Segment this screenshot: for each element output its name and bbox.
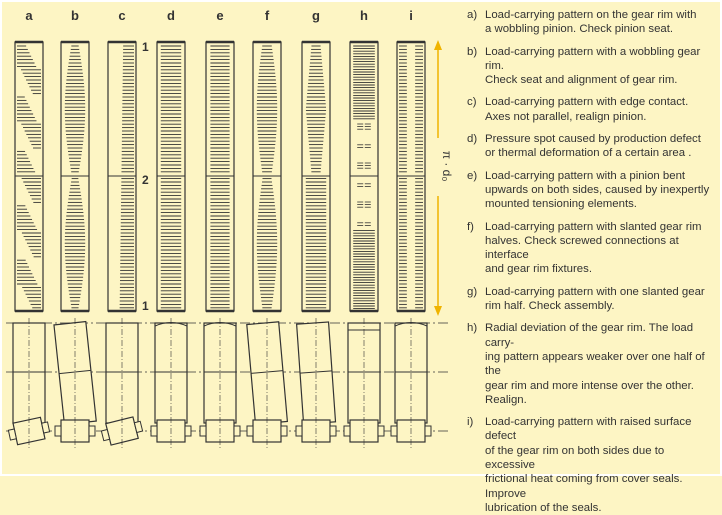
description-key: h)	[467, 322, 478, 335]
pattern-i	[397, 42, 425, 311]
pattern-c	[108, 42, 136, 311]
rim-mark-middle: 2	[142, 173, 149, 187]
pattern-e	[206, 42, 234, 311]
description-line: Load-carrying pattern with one slanted gear	[485, 285, 705, 298]
description-line: Load-carrying pattern with a pinion bent	[485, 169, 686, 182]
description-c	[467, 95, 717, 124]
assembly-a	[7, 318, 51, 448]
description-line: Load-carrying pattern with slanted gear rim	[485, 220, 702, 233]
description-e	[467, 169, 717, 212]
assembly-i	[391, 318, 431, 448]
description-line: and gear rim fixtures.	[485, 263, 592, 276]
description-line: or thermal deformation of a certain area .	[485, 147, 692, 160]
column-label-a: a	[25, 8, 33, 23]
assembly-c	[100, 318, 144, 448]
description-line: of the gear rim on both sides due to excessive	[485, 444, 665, 472]
circumference-label: π · d₀	[440, 150, 454, 182]
description-line: Realign.	[485, 393, 527, 406]
description-line: a wobbling pinion. Check pinion seat.	[485, 23, 674, 36]
description-key: d)	[467, 133, 478, 146]
description-line: Load-carrying pattern on the gear rim with	[485, 9, 697, 21]
assembly-b	[54, 318, 96, 448]
description-line: Axes not parallel, realign pinion.	[485, 110, 647, 123]
assembly-g	[296, 318, 336, 448]
description-line: Load-carrying pattern with a wobbling gear rim.	[485, 45, 701, 72]
description-line: Load-carrying pattern with raised surface defect	[485, 416, 692, 443]
pattern-d	[157, 42, 185, 311]
description-key: e)	[467, 169, 478, 182]
description-list	[467, 8, 717, 515]
description-i	[467, 415, 717, 515]
pattern-b	[61, 42, 89, 311]
description-f	[467, 220, 717, 277]
description-key: b)	[467, 45, 478, 58]
arrow-head-up-icon	[434, 40, 442, 50]
description-line: lubrication of the seals.	[485, 501, 602, 514]
circumference-arrow	[430, 40, 454, 316]
assembly-d	[151, 318, 191, 448]
description-line: Check seat and alignment of gear rim.	[485, 74, 678, 87]
description-line: upwards on both sides, caused by inexpertly	[485, 183, 710, 196]
assembly-e	[200, 318, 240, 448]
description-line: frictional heat coming from cover seals. Improve	[485, 473, 683, 500]
description-g	[467, 285, 717, 314]
column-label-e: e	[216, 8, 224, 23]
description-line: Load-carrying pattern with edge contact.	[485, 96, 689, 109]
rim-mark-bottom: 1	[142, 299, 149, 313]
column-label-b: b	[71, 8, 79, 23]
description-key: f)	[467, 220, 474, 233]
rim-mark-top: 1	[142, 40, 149, 54]
arrow-head-down-icon	[434, 306, 442, 316]
description-line: Radial deviation of the gear rim. The load carry-	[485, 322, 694, 349]
assembly-f	[247, 318, 288, 448]
pattern-f	[253, 42, 281, 311]
pattern-a	[15, 42, 43, 311]
description-line: halves. Check screwed connections at interface	[485, 234, 679, 262]
description-key: c)	[467, 96, 477, 109]
assembly-h	[344, 318, 384, 448]
column-label-g: g	[312, 8, 320, 23]
column-label-h: h	[360, 8, 368, 23]
description-line: gear rim and more intense over the other.	[485, 379, 694, 392]
description-line: Pressure spot caused by production defect	[485, 133, 701, 146]
description-line: mounted tensioning elements.	[485, 198, 637, 211]
column-label-c: c	[118, 8, 126, 23]
pattern-g	[302, 42, 330, 311]
description-key: a)	[467, 9, 478, 21]
column-label-f: f	[264, 8, 270, 23]
description-h	[467, 321, 717, 407]
description-line: ing pattern appears weaker over one half of the	[485, 350, 705, 378]
description-b	[467, 45, 717, 88]
description-line: rim half. Check assembly.	[485, 300, 615, 313]
description-a	[467, 8, 717, 37]
description-key: g)	[467, 285, 478, 298]
description-d	[467, 132, 717, 161]
pattern-h	[350, 42, 378, 311]
column-label-i: i	[409, 8, 413, 23]
column-label-d: d	[167, 8, 175, 23]
description-key: i)	[467, 416, 474, 429]
